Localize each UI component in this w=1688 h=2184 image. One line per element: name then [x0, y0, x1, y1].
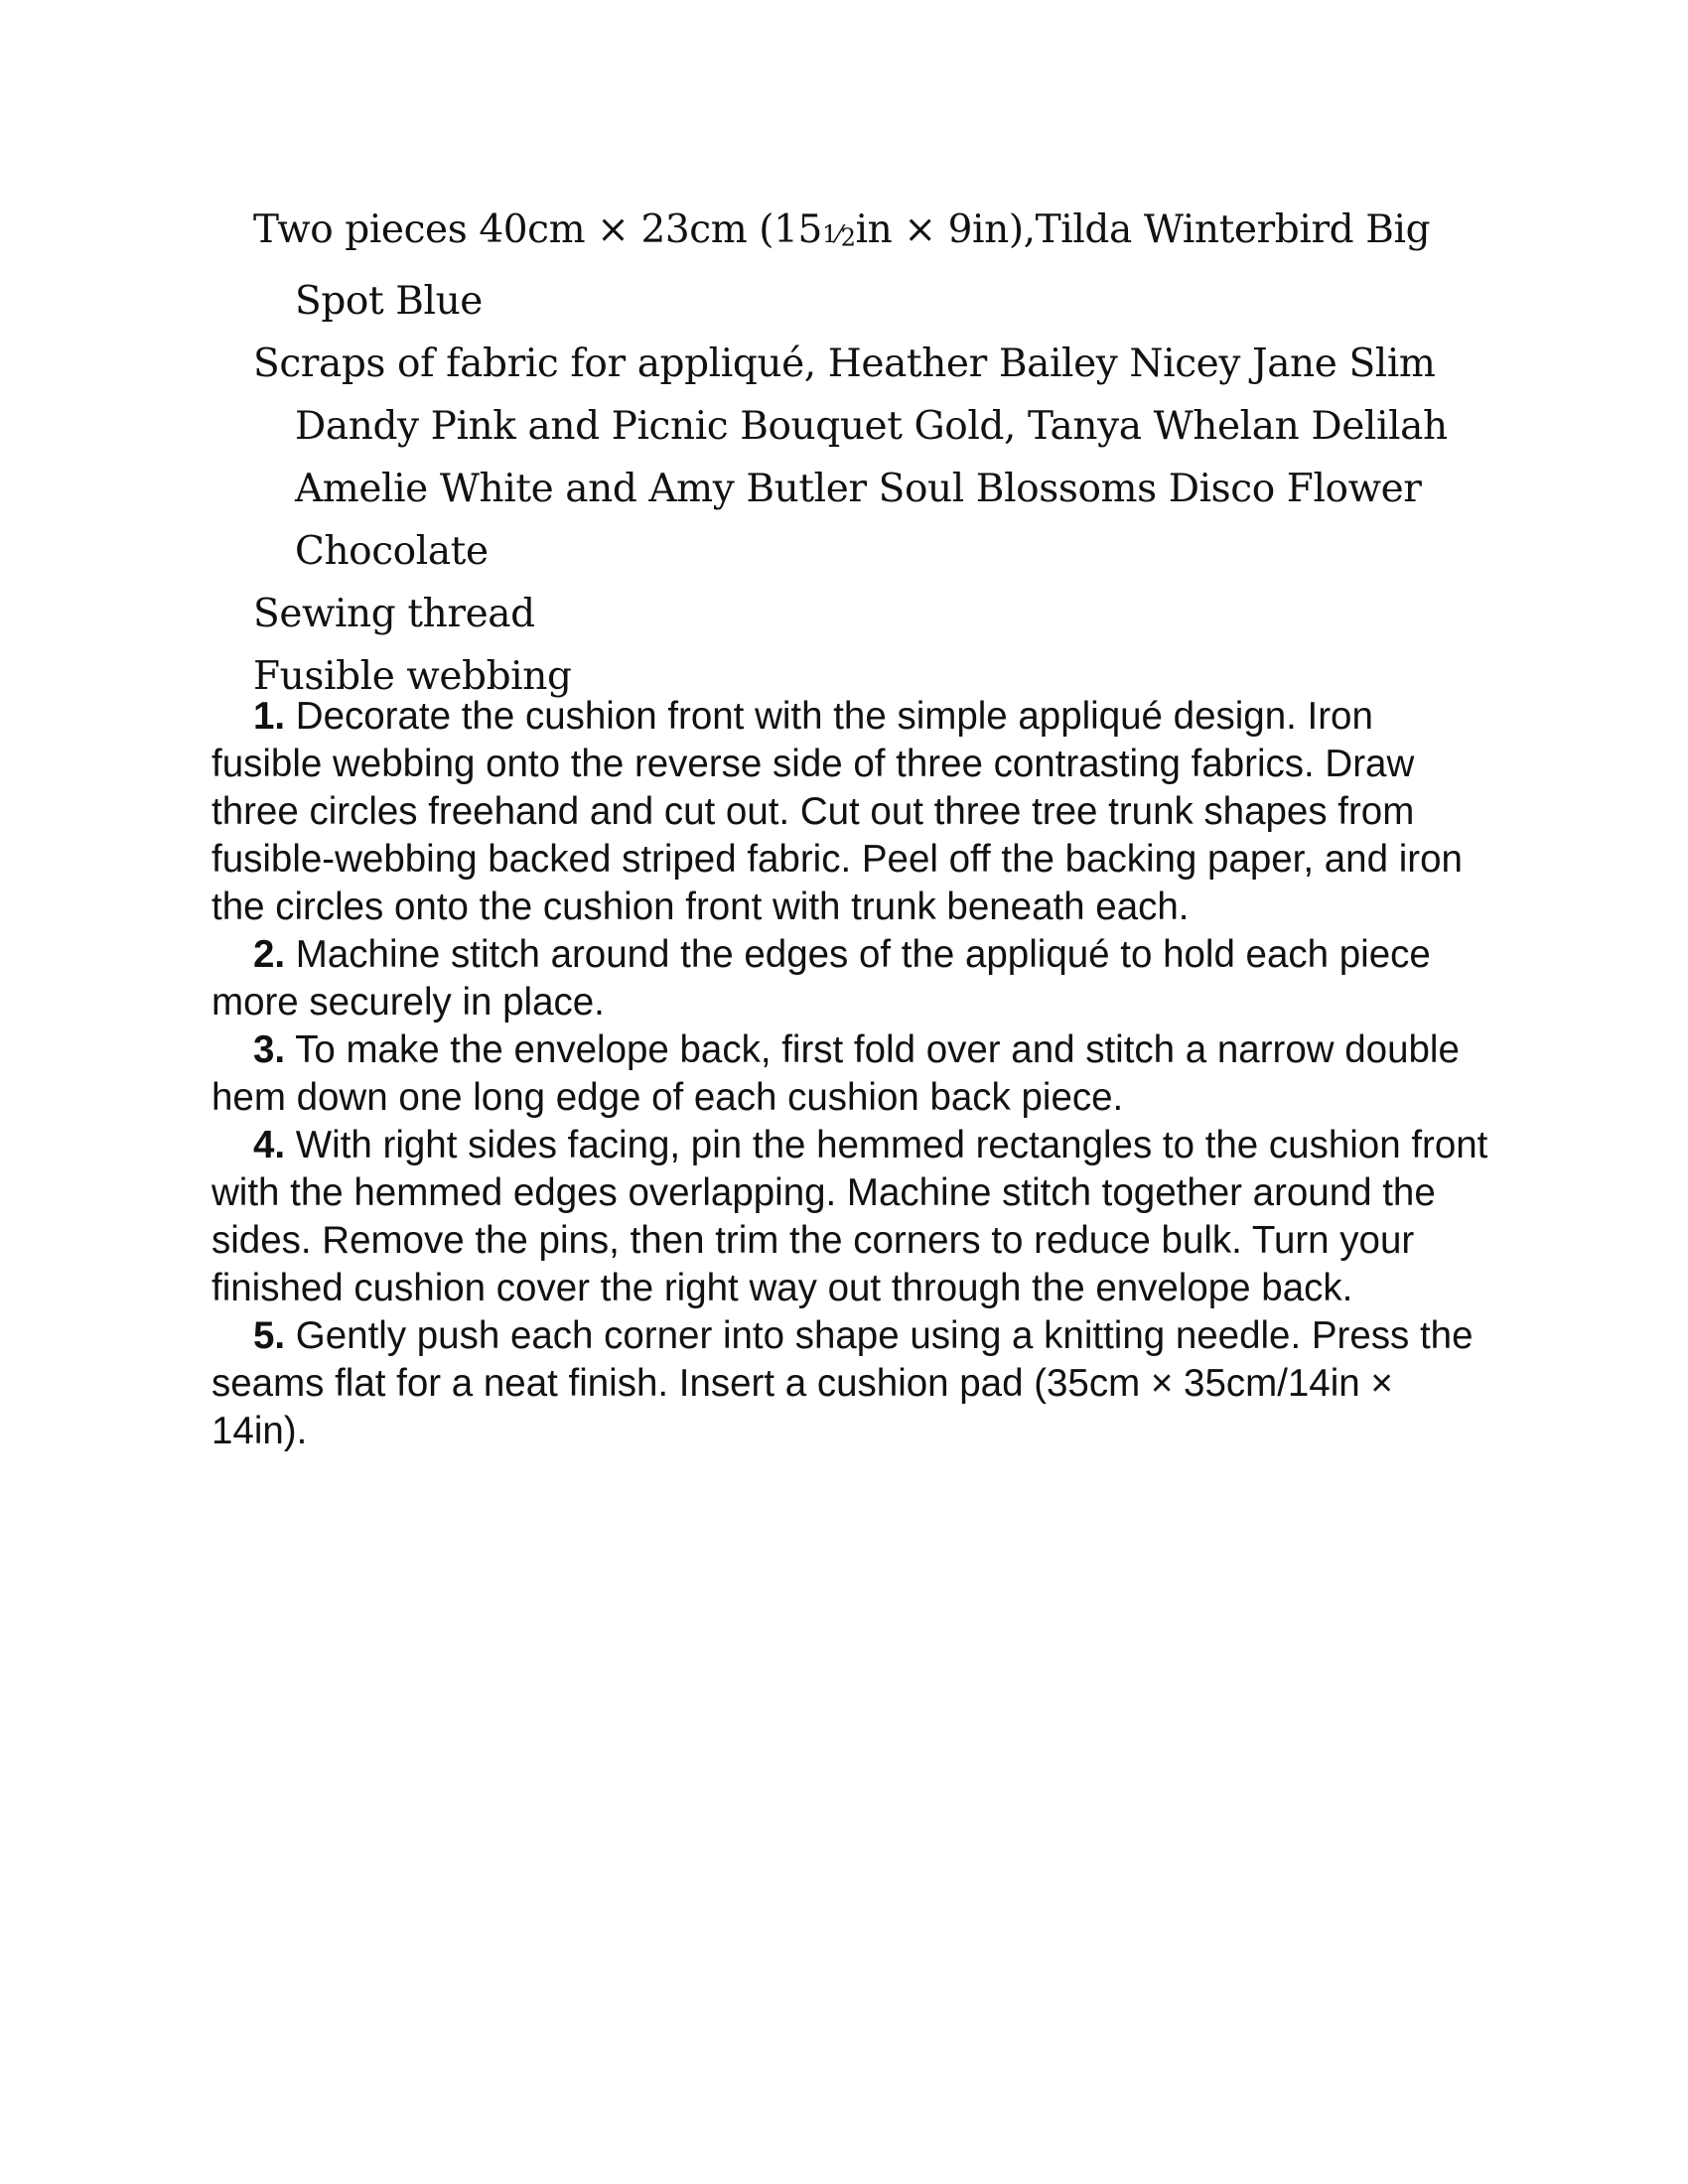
- step-number: 4.: [253, 1124, 286, 1166]
- instruction-step: [211, 1122, 1492, 1312]
- fraction-slash: ⁄: [836, 220, 841, 248]
- instruction-step: [211, 931, 1492, 1026]
- materials-item-text: Two pieces 40cm × 23cm (15: [253, 207, 822, 252]
- fraction-denominator: 2: [840, 223, 856, 252]
- instruction-step: [211, 1026, 1492, 1122]
- step-text: Machine stitch around the edges of the appliqué to hold each piece more securely in place.: [211, 933, 1431, 1024]
- materials-item: Sewing thread: [253, 591, 535, 636]
- materials-list: [253, 199, 1504, 708]
- step-text: To make the envelope back, first fold over and stitch a narrow double hem down one long edge of each cushion back piece.: [211, 1028, 1460, 1119]
- instructions-list: [211, 693, 1492, 1455]
- step-number: 1.: [253, 695, 286, 738]
- materials-item: Fusible webbing: [253, 653, 572, 699]
- step-text: With right sides facing, pin the hemmed rectangles to the cushion front with the hemmed edges overlapping. Machine stitch together around the sides. Remove the pins, then trim the corners to reduce bulk. Turn your finished cushion cover the right way out through the envelope back.: [211, 1124, 1488, 1309]
- instruction-step: [211, 693, 1492, 931]
- fraction-numerator: 1: [821, 220, 837, 248]
- step-number: 2.: [253, 933, 286, 976]
- materials-item: Scraps of fabric for appliqué, Heather Bailey Nicey Jane Slim Dandy Pink and Picnic Bouquet Gold, Tanya Whelan Delilah Amelie White and Amy Butler Soul Blossoms Disco Flower Chocolate: [253, 341, 1448, 574]
- step-number: 5.: [253, 1314, 286, 1357]
- instruction-step: [211, 1312, 1492, 1455]
- step-number: 3.: [253, 1028, 286, 1071]
- materials-item: [253, 199, 1504, 333]
- step-text: Decorate the cushion front with the simple appliqué design. Iron fusible webbing onto the reverse side of three contrasting fabrics. Draw three circles freehand and cut out. Cut out three tree trunk shapes from fusible-webbing backed striped fabric. Peel off the backing paper, and iron the circles onto the cushion front with trunk beneath each.: [211, 695, 1463, 928]
- step-text: Gently push each corner into shape using a knitting needle. Press the seams flat for a neat finish. Insert a cushion pad (35cm × 35cm/14in × 14in).: [211, 1314, 1474, 1452]
- materials-item-text: in × 9in),Tilda Winterbird Big Spot Blue: [295, 207, 1431, 324]
